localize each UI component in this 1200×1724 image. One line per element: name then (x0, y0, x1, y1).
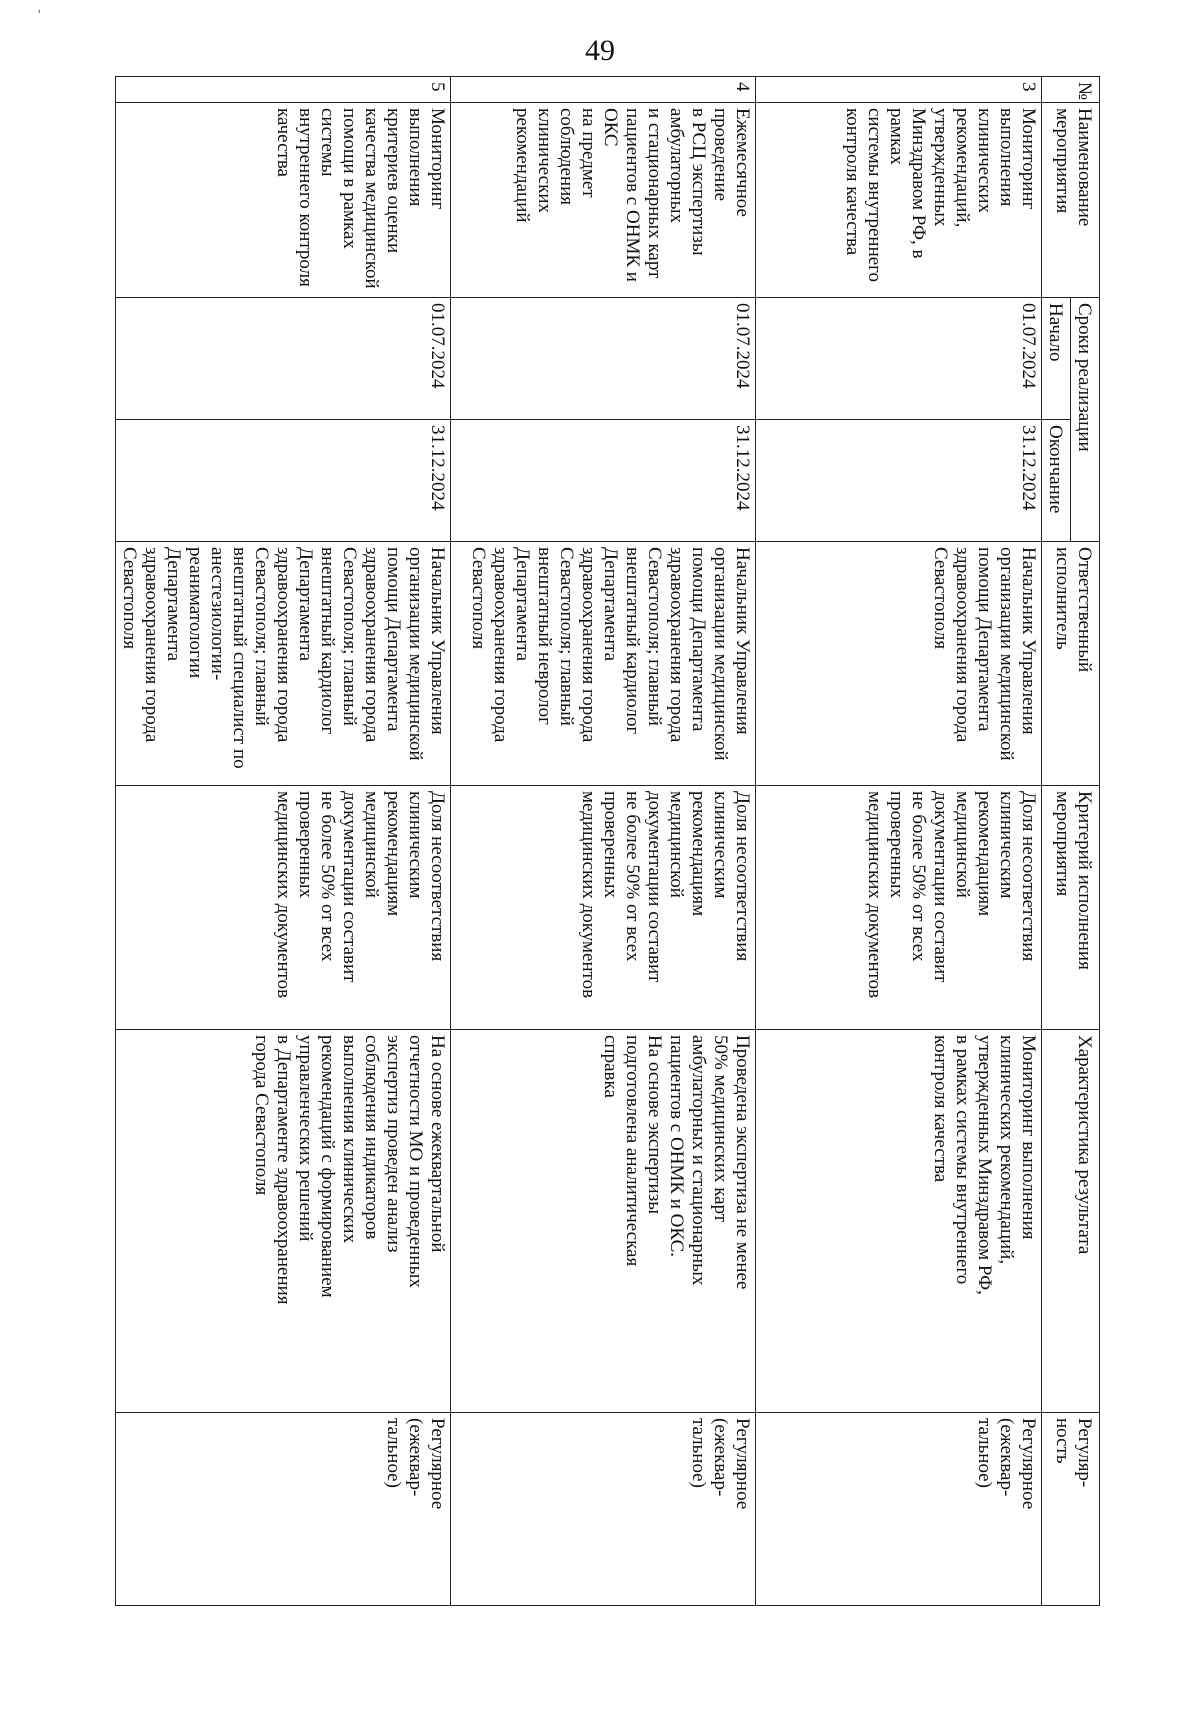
row-criterion: Доля несоответствия клиническим рекомендациям медицинской документации составит не более 50% от всех проверенных медицинских документов (756, 786, 1042, 1030)
scan-mark: ' (38, 8, 41, 23)
table-row (116, 77, 451, 1606)
header-timing: Сроки реализации (1071, 298, 1100, 542)
header-criterion: Критерий исполнения мероприятия (1042, 786, 1100, 1030)
row-regularity: Регулярное (ежеквар- тальное) (451, 1413, 756, 1606)
row-num: 5 (116, 77, 451, 103)
header-responsible: Ответственный исполнитель (1042, 542, 1100, 786)
row-name: Ежемесячное проведение в РСЦ экспертизы амбулаторных и стационарных карт пациентов с ОНМК и ОКС на предмет соблюдения клинических рекомендаций (451, 103, 756, 298)
row-result: Проведена экспертиза не менее 50% медицинских карт амбулаторных и стационарных пациентов с ОНМК и ОКС. На основе экспертизы подготовлена аналитическая справка (451, 1030, 756, 1413)
row-name: Мониторинг выполнения критериев оценки качества медицинской помощи в рамках системы внутреннего контроля качества (116, 103, 451, 298)
header-num: № (1042, 77, 1100, 103)
row-criterion: Доля несоответствия клиническим рекомендациям медицинской документации составит не более 50% от всех проверенных медицинских документов (451, 786, 756, 1030)
row-regularity: Регулярное (ежеквар- тальное) (116, 1413, 451, 1606)
row-start: 01.07.2024 (756, 298, 1042, 420)
row-criterion: Доля несоответствия клиническим рекомендациям медицинской документации составит не более 50% от всех проверенных медицинских документов (116, 786, 451, 1030)
row-end: 31.12.2024 (451, 420, 756, 542)
row-start: 01.07.2024 (116, 298, 451, 420)
header-regularity: Регуляр- ность (1042, 1413, 1100, 1606)
row-num: 4 (451, 77, 756, 103)
measures-table (115, 76, 1100, 1606)
table-row (451, 77, 756, 1606)
header-end: Окончание (1042, 420, 1071, 542)
row-result: Мониторинг выполнения клинических рекомендаций, утвержденных Минздравом РФ, в рамках системы внутреннего контроля качества (756, 1030, 1042, 1413)
row-num: 3 (756, 77, 1042, 103)
row-responsible: Начальник Управления организации медицинской помощи Департамента здравоохранения города Севастополя; главный внештатный кардиолог Департамента здравоохранения города Севастополя; главный внештатный специалист по анестезиологии- реаниматологии Департамента здравоохранения города Севастополя (116, 542, 451, 786)
header-name: Наименование мероприятия (1042, 103, 1100, 298)
row-end: 31.12.2024 (756, 420, 1042, 542)
header-start: Начало (1042, 298, 1071, 420)
row-name: Мониторинг выполнения клинических рекомендаций, утвержденных Минздравом РФ, в рамках системы внутреннего контроля качества (756, 103, 1042, 298)
row-responsible: Начальник Управления организации медицинской помощи Департамента здравоохранения города Севастополя (756, 542, 1042, 786)
table-row (756, 77, 1042, 1606)
table-header-row (1071, 77, 1100, 1606)
row-end: 31.12.2024 (116, 420, 451, 542)
page-number: 49 (585, 34, 615, 67)
rotated-table-container (119, 76, 1100, 1605)
header-result: Характеристика результата (1042, 1030, 1100, 1413)
row-result: На основе ежеквартальной отчетности МО и проведенных экспертиз проведен анализ соблюдения индикаторов выполнения клинических рекомендаций с формированием управленческих решений в Департаменте здравоохранения города Севастополя (116, 1030, 451, 1413)
row-responsible: Начальник Управления организации медицинской помощи Департамента здравоохранения города Севастополя; главный внештатный кардиолог Департамента здравоохранения города Севастополя; главный внештатный невролог Департамента здравоохранения города Севастополя (451, 542, 756, 786)
row-regularity: Регулярное (ежеквар- тальное) (756, 1413, 1042, 1606)
row-start: 01.07.2024 (451, 298, 756, 420)
